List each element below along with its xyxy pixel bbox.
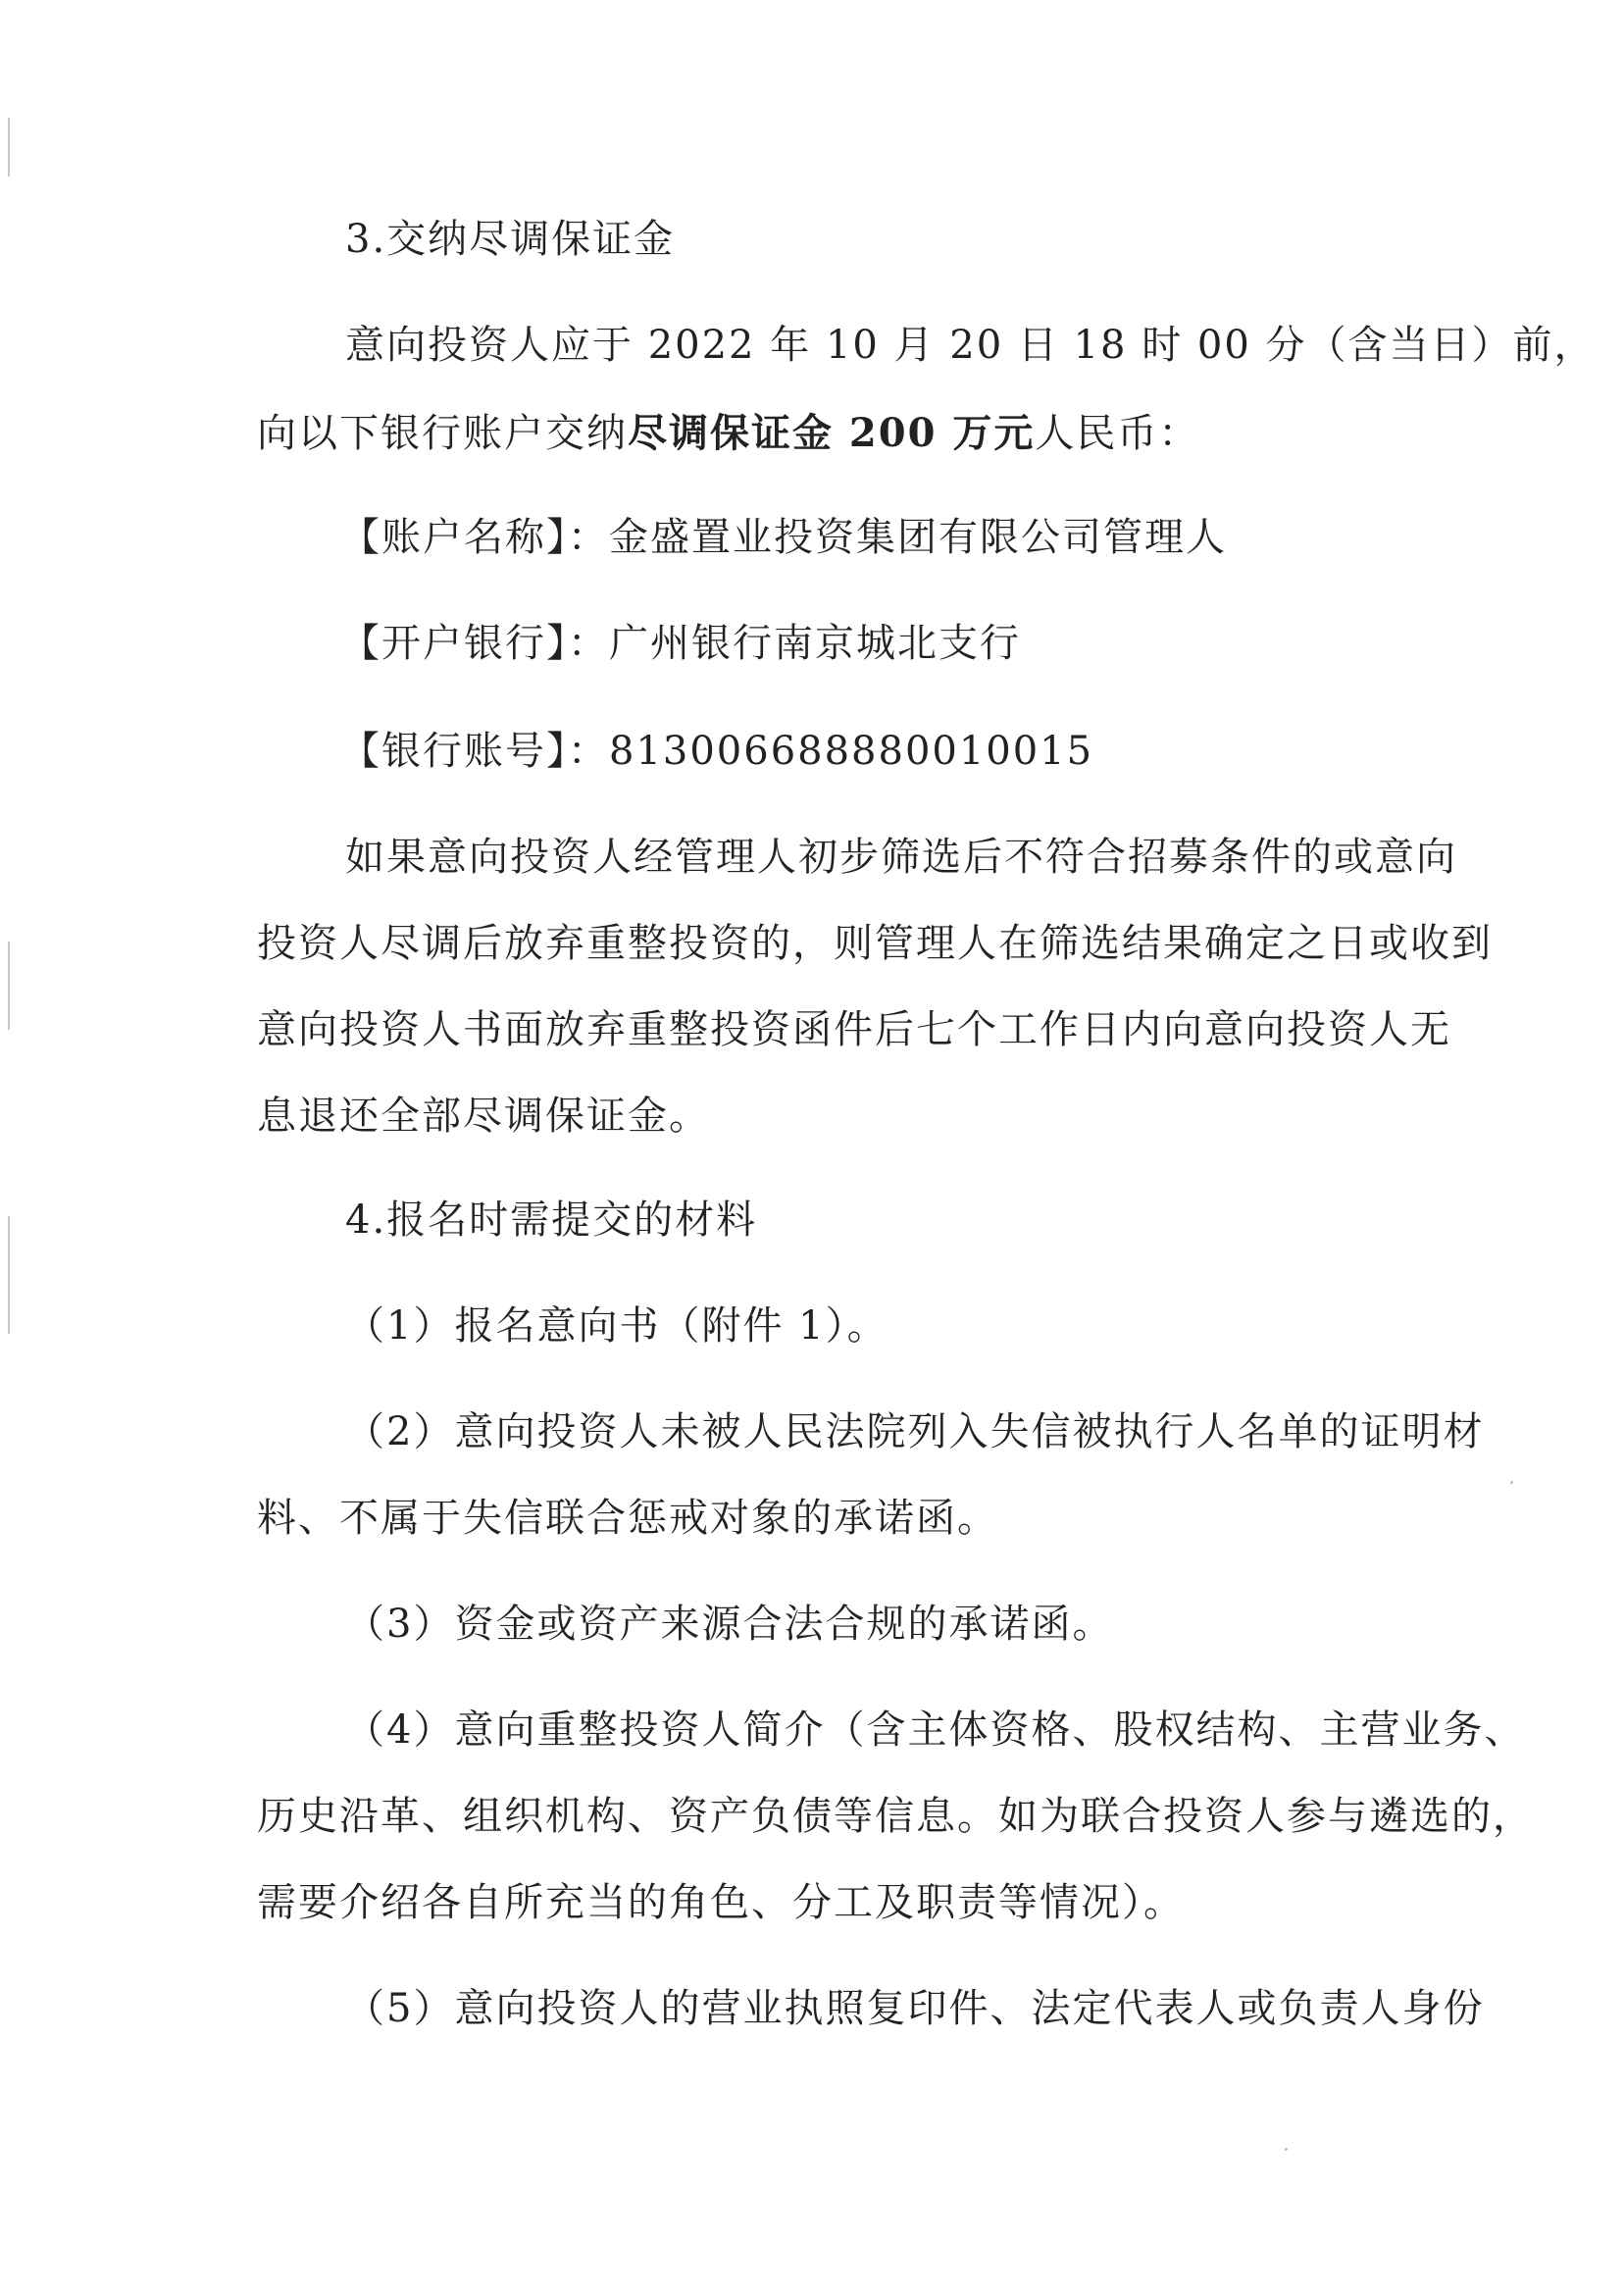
list-item-continuation: 料、不属于失信联合惩戒对象的承诺函。 <box>257 1496 998 1541</box>
scan-artifact <box>8 942 10 1030</box>
scan-artifact <box>1285 2148 1288 2151</box>
paragraph-line: 意向投资人应于 2022 年 10 月 20 日 18 时 00 分（含当日）前， <box>345 323 1596 368</box>
account-name-line: 【账户名称】：金盛置业投资集团有限公司管理人 <box>340 515 1227 560</box>
list-item-continuation: 历史沿革、组织机构、资产负债等信息。如为联合投资人参与遴选的， <box>257 1794 1534 1839</box>
list-item: （3）资金或资产来源合法合规的承诺函。 <box>345 1602 1114 1647</box>
list-item-continuation: 需要介绍各自所充当的角色、分工及职责等情况）。 <box>257 1880 1185 1925</box>
paragraph-line: 投资人尽调后放弃重整投资的，则管理人在筛选结果确定之日或收到 <box>257 921 1493 966</box>
list-item: （5）意向投资人的营业执照复印件、法定代表人或负责人身份 <box>345 1986 1485 2031</box>
paragraph-line: 意向投资人书面放弃重整投资函件后七个工作日内向意向投资人无 <box>257 1007 1451 1052</box>
scan-artifact <box>8 118 10 177</box>
bank-line: 【开户银行】：广州银行南京城北支行 <box>340 621 1021 666</box>
scan-artifact <box>1510 1481 1513 1484</box>
list-item: （1）报名意向书（附件 1）。 <box>345 1303 888 1349</box>
text-run: 人民币： <box>1035 411 1200 456</box>
paragraph-line: 息退还全部尽调保证金。 <box>257 1094 710 1139</box>
section-heading: 4.报名时需提交的材料 <box>345 1197 758 1243</box>
bold-amount: 尽调保证金 200 万元 <box>628 410 1036 456</box>
paragraph-line <box>257 408 1404 459</box>
paragraph-line: 如果意向投资人经管理人初步筛选后不符合招募条件的或意向 <box>345 835 1457 880</box>
text-run: 向以下银行账户交纳 <box>257 411 628 456</box>
list-item: （2）意向投资人未被人民法院列入失信被执行人名单的证明材 <box>345 1409 1485 1454</box>
section-heading: 3.交纳尽调保证金 <box>345 217 676 262</box>
account-number-line: 【银行账号】：813006688880010015 <box>340 729 1094 774</box>
scan-artifact <box>8 1216 10 1334</box>
list-item: （4）意向重整投资人简介（含主体资格、股权结构、主营业务、 <box>345 1707 1526 1753</box>
